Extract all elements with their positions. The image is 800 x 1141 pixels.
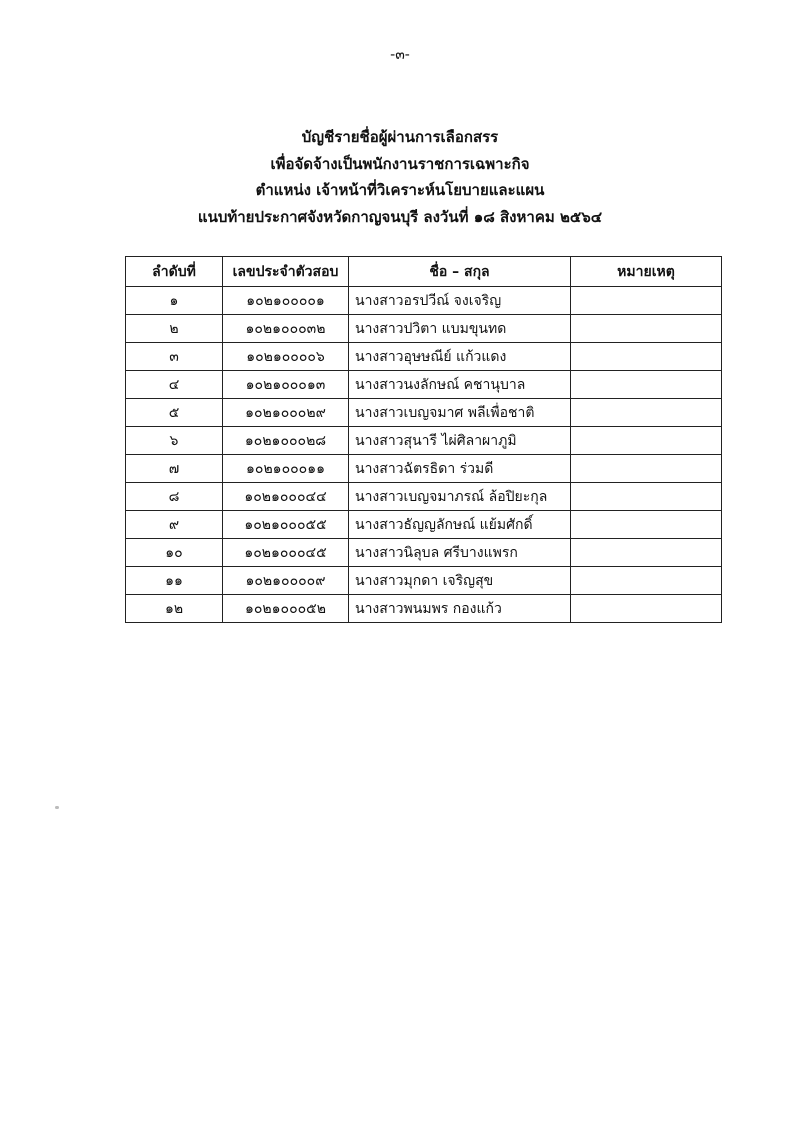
row-order-cell: ๑๒ bbox=[126, 595, 223, 623]
row-name-cell: นางสาวพนมพร กองแก้ว bbox=[349, 595, 571, 623]
title-line: บัญชีรายชื่อผู้ผ่านการเลือกสรร bbox=[301, 128, 499, 146]
row-note-cell bbox=[571, 343, 722, 371]
row-note-cell bbox=[571, 483, 722, 511]
header-exam-id: เลขประจำตัวสอบ bbox=[223, 257, 349, 287]
table-header-row bbox=[126, 257, 722, 287]
row-name-cell: นางสาวนิลุบล ศรีบางแพรก bbox=[349, 539, 571, 567]
title-line: ตำแหน่ง เจ้าหน้าที่วิเคราะห์นโยบายและแผน bbox=[255, 181, 545, 199]
row-order-cell: ๘ bbox=[126, 483, 223, 511]
row-exam-id-cell: ๑๐๒๑๐๐๐๒๙ bbox=[223, 399, 349, 427]
row-name-cell: นางสาวอุษษณีย์ แก้วแดง bbox=[349, 343, 571, 371]
row-note-cell bbox=[571, 455, 722, 483]
table-row bbox=[126, 287, 722, 315]
row-order-cell: ๗ bbox=[126, 455, 223, 483]
row-order-cell: ๑๑ bbox=[126, 567, 223, 595]
row-order-cell: ๔ bbox=[126, 371, 223, 399]
row-exam-id-cell: ๑๐๒๑๐๐๐๔๔ bbox=[223, 483, 349, 511]
row-note-cell bbox=[571, 595, 722, 623]
row-exam-id-cell: ๑๐๒๑๐๐๐๑๓ bbox=[223, 371, 349, 399]
row-order-cell: ๓ bbox=[126, 343, 223, 371]
document-title bbox=[0, 124, 800, 230]
row-order-cell: ๙ bbox=[126, 511, 223, 539]
row-name-cell: นางสาวฉัตรธิดา ร่วมดี bbox=[349, 455, 571, 483]
title-line: แนบท้ายประกาศจังหวัดกาญจนบุรี ลงวันที่ ๑๘ สิงหาคม ๒๕๖๔ bbox=[197, 207, 603, 226]
applicant-table bbox=[125, 256, 722, 623]
row-note-cell bbox=[571, 399, 722, 427]
header-note: หมายเหตุ bbox=[571, 257, 722, 287]
row-order-cell: ๒ bbox=[126, 315, 223, 343]
table-row bbox=[126, 427, 722, 455]
table-row bbox=[126, 371, 722, 399]
row-note-cell bbox=[571, 371, 722, 399]
row-name-cell: นางสาวปวิตา แบมขุนทด bbox=[349, 315, 571, 343]
table-row bbox=[126, 399, 722, 427]
row-note-cell bbox=[571, 315, 722, 343]
row-name-cell: นางสาวอรปวีณ์ จงเจริญ bbox=[349, 287, 571, 315]
table-row bbox=[126, 483, 722, 511]
row-note-cell bbox=[571, 511, 722, 539]
title-line: เพื่อจัดจ้างเป็นพนักงานราชการเฉพาะกิจ bbox=[270, 154, 530, 173]
table-row bbox=[126, 567, 722, 595]
table-row bbox=[126, 455, 722, 483]
row-note-cell bbox=[571, 567, 722, 595]
row-note-cell bbox=[571, 287, 722, 315]
row-name-cell: นางสาวเบญจมาศ พลีเพื่อชาติ bbox=[349, 399, 571, 427]
row-exam-id-cell: ๑๐๒๑๐๐๐๑๑ bbox=[223, 455, 349, 483]
row-exam-id-cell: ๑๐๒๑๐๐๐๕๒ bbox=[223, 595, 349, 623]
table-row bbox=[126, 511, 722, 539]
row-exam-id-cell: ๑๐๒๑๐๐๐๐๑ bbox=[223, 287, 349, 315]
row-exam-id-cell: ๑๐๒๑๐๐๐๕๕ bbox=[223, 511, 349, 539]
row-exam-id-cell: ๑๐๒๑๐๐๐๐๙ bbox=[223, 567, 349, 595]
header-order: ลำดับที่ bbox=[126, 257, 223, 287]
row-order-cell: ๕ bbox=[126, 399, 223, 427]
table-row bbox=[126, 539, 722, 567]
row-exam-id-cell: ๑๐๒๑๐๐๐๓๒ bbox=[223, 315, 349, 343]
row-order-cell: ๑ bbox=[126, 287, 223, 315]
row-order-cell: ๖ bbox=[126, 427, 223, 455]
row-exam-id-cell: ๑๐๒๑๐๐๐๔๕ bbox=[223, 539, 349, 567]
header-name: ชื่อ – สกุล bbox=[349, 257, 571, 287]
row-order-cell: ๑๐ bbox=[126, 539, 223, 567]
table-body bbox=[126, 287, 722, 623]
table-row bbox=[126, 343, 722, 371]
table-row bbox=[126, 315, 722, 343]
row-exam-id-cell: ๑๐๒๑๐๐๐๒๘ bbox=[223, 427, 349, 455]
row-exam-id-cell: ๑๐๒๑๐๐๐๐๖ bbox=[223, 343, 349, 371]
row-name-cell: นางสาวมุกดา เจริญสุข bbox=[349, 567, 571, 595]
row-name-cell: นางสาวสุนารี ไผ่ศิลาผาภูมิ bbox=[349, 427, 571, 455]
table-row bbox=[126, 595, 722, 623]
scan-speck bbox=[55, 806, 59, 809]
row-name-cell: นางสาวนงลักษณ์ คชานุบาล bbox=[349, 371, 571, 399]
row-note-cell bbox=[571, 539, 722, 567]
page-number: -๓- bbox=[390, 47, 410, 63]
row-note-cell bbox=[571, 427, 722, 455]
row-name-cell: นางสาวเบญจมาภรณ์ ล้อปิยะกุล bbox=[349, 483, 571, 511]
row-name-cell: นางสาวธัญญลักษณ์ แย้มศักดิ์ bbox=[349, 511, 571, 539]
